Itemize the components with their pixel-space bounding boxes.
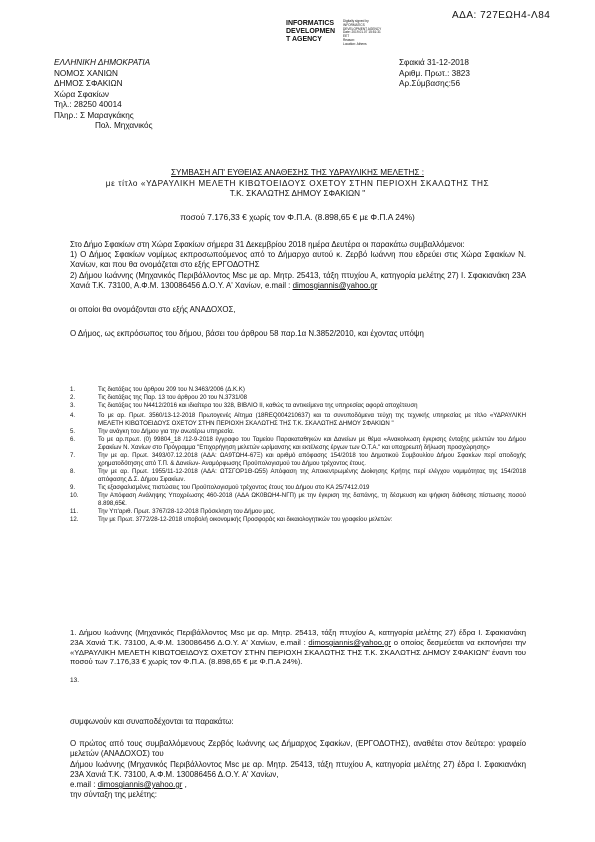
contractor-naming: οι οποίοι θα ονομάζονται στο εξής ΑΝΑΔΟΧΟΣ, bbox=[70, 305, 236, 315]
signature-details bbox=[343, 20, 383, 47]
item-number: 4. bbox=[70, 412, 76, 419]
ada-code: ΑΔΑ: 727ΕΩΗ4-Λ84 bbox=[452, 10, 551, 21]
sig-line: INFORMATICS bbox=[343, 22, 365, 27]
item-text: Την ανάγκη του Δήμου για την ανωτέρω υπηρεσία. bbox=[98, 428, 235, 435]
list-item bbox=[70, 386, 526, 394]
sig-line: Digitally signed by bbox=[343, 19, 369, 23]
list-item bbox=[70, 516, 526, 524]
protocol-number: Αριθμ. Πρωτ.: 3823 bbox=[399, 68, 470, 78]
item-text: Την Απόφαση Ανάληψης Υποχρέωσης 460-2018 (ΑΔΑ ΩΚ0ΒΩΗ4-ΝΓΠ) με την έγκριση της δαπάνης, τη δέσμευση και ψήφιση διάθεσης πίστωσης ποσού 8.898,65€. bbox=[98, 492, 526, 507]
logo-line: INFORMATICS bbox=[286, 20, 335, 27]
item-text: Τις διατάξεις του Ν4412/2016 και ιδιαίτερα του 328, ΒΙΒΛΙΟ ΙΙ, καθώς τα αντικείμενα της υπηρεσίας αφορά αποχέτευση bbox=[98, 402, 418, 409]
item-number: 2. bbox=[70, 394, 76, 401]
list-item bbox=[70, 452, 526, 468]
closing-section bbox=[70, 717, 526, 800]
sig-line: Reason: bbox=[343, 37, 355, 42]
title-line-3: Τ.Κ. ΣΚΑΛΩΤΗΣ ΔΗΜΟΥ ΣΦΑΚΙΩΝ " bbox=[229, 189, 366, 198]
item-number: 1. bbox=[70, 386, 76, 393]
title-line-1: ΣΥΜΒΑΣΗ ΑΠ' ΕΥΘΕΙΑΣ ΑΝΑΘΕΣΗΣ ΤΗΣ ΥΔΡΑΥΛΙΚΗΣ ΜΕΛΕΤΗΣ : bbox=[170, 168, 424, 177]
offer-text-rest: ο οποίος δεσμεύεται να εκπονήσει την «ΥΔΡΑΥΛΙΚΗ ΜΕΛΕΤΗ ΚΙΒΩΤΟΕΙΔΟΥΣ ΟΧΕΤΟΥ ΣΤΗΝ ΠΕΡΙΟΧΗ ΣΚΑΛΩΤΗΣ ΤΗΣ Τ.Κ. ΣΚΑΛΩΤΗΣ ΔΗΜΟΥ ΣΦΑΚΙΩΝ" έναντι του ποσού των 7.176,33 € χωρίς τον Φ.Π.Α. (8.898,65 € με Φ.Π.Α 24%). bbox=[70, 637, 526, 667]
item-number: 8. bbox=[70, 468, 76, 475]
item-number: 5. bbox=[70, 428, 76, 435]
contractor-offer bbox=[70, 628, 526, 667]
email-link[interactable]: dimosgiannis@yahoo.gr bbox=[292, 280, 378, 290]
contact-person: Πληρ.: Σ Μαραγκάκης bbox=[54, 110, 134, 120]
item-text: Τις διατάξεις του άρθρου 209 του Ν.3463/2006 (Δ.Κ.Κ) bbox=[98, 386, 245, 393]
item-number: 9. bbox=[70, 484, 76, 491]
agreement-statement: συμφωνούν και συναποδέχονται τα παρακάτω: bbox=[70, 717, 234, 726]
contractor-email-line bbox=[70, 780, 526, 790]
study-drafting: την σύνταξη της μελέτης: bbox=[70, 790, 157, 800]
phone: Τηλ.: 28250 40014 bbox=[54, 100, 122, 109]
item-text: Τις διατάξεις της Παρ. 13 του άρθρου 20 του Ν.3731/08 bbox=[98, 394, 248, 401]
header-right bbox=[399, 58, 470, 90]
item-text: Την με αρ. Πρωτ. 1955/11-12-2018 (ΑΔΑ: ΩΤΣΓΟΡ1Θ-Ω55) Απόφαση της Αποκεντρωμένης Διοίκησης Κρήτης περί ελέγχου νομιμότητας της 154/2018 απόφασης Δ.Σ. Δήμου Σφακίων. bbox=[98, 468, 526, 483]
signature-stamp bbox=[286, 19, 382, 52]
email-link[interactable]: dimosgiannis@yahoo.gr bbox=[308, 637, 391, 647]
email-link[interactable]: dimosgiannis@yahoo.gr bbox=[97, 780, 183, 790]
offer-text: 1. Δήμου Ιωάννης (Μηχανικός Περιβάλλοντος Msc με αρ. Μητρ. 25413, τάξη πτυχίου Α, κατηγορία μελέτης 27) έδρα Ι. Σφακιανάκη 23Α Χανιά Τ.Κ. 73100, Α.Φ.Μ. 130086456 Δ.Ο.Υ. Α' Χανίων, e.mail : bbox=[70, 628, 526, 647]
republic-name: ΕΛΛΗΝΙΚΗ ΔΗΜΟΚΡΑΤΙΑ bbox=[54, 58, 151, 67]
logo-line: DEVELOPMEN bbox=[286, 28, 336, 35]
item-text: Το με αρ. Πρωτ. 3560/13-12-2018 Πρωτογενές Αίτημα (18REQ004210637) και τα συνυποδόμενα τεύχη της τεχνικής υπηρεσίας με τίτλο «ΥΔΡΑΥΛΙΚΗ ΜΕΛΕΤΗ ΚΙΒΩΤΟΕΙΔΟΥΣ ΟΧΕΤΟΥ ΣΤΗΝ ΠΕΡΙΟΧΗ ΣΚΑΛΩΤΗΣ ΤΗΣ Τ.Κ. ΣΚΑΛΩΤΗΣ ΔΗΜΟΥ ΣΦΑΚΙΩΝ " bbox=[98, 412, 526, 427]
list-item bbox=[70, 508, 526, 516]
municipality: ΔΗΜΟΣ ΣΦΑΚΙΩΝ bbox=[54, 79, 123, 88]
date: Σφακιά 31-12-2018 bbox=[399, 58, 469, 67]
item-number: 7. bbox=[70, 452, 76, 459]
header-left bbox=[54, 58, 153, 132]
legal-basis: Ο Δήμος, ως εκπρόσωπος του δήμου, βάσει του άρθρου 58 παρ.1α Ν.3852/2010, και έχοντας υπόψη bbox=[70, 329, 424, 339]
list-item bbox=[70, 402, 526, 410]
sig-line: DEVELOPMENT AGENCY bbox=[343, 26, 382, 31]
contract-title bbox=[0, 168, 595, 200]
list-item bbox=[70, 428, 526, 436]
list-item bbox=[70, 492, 526, 508]
contract-amount: ποσού 7.176,33 € χωρίς τον Φ.Π.Α. (8.898,65 € με Φ.Π.Α 24%) bbox=[180, 212, 415, 222]
contact-role: Πολ. Μηχανικός bbox=[95, 121, 153, 130]
sig-line: Date: 2019.01.07 15:51:31 bbox=[343, 30, 381, 35]
item-text: Το με αρ.πρωτ. (0) 99804_18 /12-9-2018 έγγραφο του Ταμείου Παρακαταθηκών και Δανείων με θέμα «Ανακοίνωση έγκρισης ένταξης μελετών του Δήμου Σφακίων Ν. Χανίων στο Πρόγραμμα "Επιχορήγηση μελετών ωρίμανσης και εκτέλεσης έργων των Ο.Τ.Α." και υποχρεωτή δήλωση προσχώρησης» bbox=[98, 436, 526, 451]
party-one: 1) Ο Δήμος Σφακίων νομίμως εκπροσωπούμενος από το Δήμαρχο αυτού κ. Ζερβό Ιωάννη που εδρεύει στις Χώρα Σφακίων Ν. Χανίων, και που θα ονομάζεται στο εξής ΕΡΓΟΔΟΤΗΣ bbox=[70, 250, 526, 270]
prefecture: ΝΟΜΟΣ ΧΑΝΙΩΝ bbox=[54, 68, 118, 78]
item-text: Τις εξασφαλισμένες πιστώσεις του Προϋπολογισμού τρέχοντος έτους του Δήμου στο ΚΑ 25/7412.019 bbox=[98, 484, 370, 491]
logo-line: T AGENCY bbox=[286, 36, 322, 43]
item-text: Την Υπ'αριθ. Πρωτ. 3767/28-12-2018 Πρόσκληση του Δήμου μας. bbox=[98, 508, 276, 515]
email-label: e.mail : bbox=[70, 780, 98, 790]
list-item bbox=[70, 436, 526, 452]
sig-line: EET bbox=[343, 34, 350, 39]
title-line-2: με τίτλο «ΥΔΡΑΥΛΙΚΗ ΜΕΛΕΤΗ ΚΙΒΩΤΟΕΙΔΟΥΣ ΟΧΕΤΟΥ ΣΤΗΝ ΠΕΡΙΟΧΗ ΣΚΑΛΩΤΗΣ ΤΗΣ bbox=[105, 178, 490, 188]
email-suffix: , bbox=[182, 780, 187, 790]
item-text: Την με αρ. Πρωτ. 3493/07.12.2018 (ΑΔΑ: ΩΑ9ΤΩΗ4-67Ξ) και αριθμό απόφασης 154/2018 του Δημοτικού Συμβουλίου Δήμου Σφακίων περί αποδοχής χρηματοδότησης από Τ.Π. & Δανείων- Αναμόρφωσης Προϋπολογισμού του Δήμου τρέχοντος έτους. bbox=[98, 452, 526, 467]
intro-paragraph: Στο Δήμο Σφακίων στη Χώρα Σφακίων σήμερα 31 Δεκεμβρίου 2018 ημέρα Δευτέρα οι παρακάτω συμβαλλόμενοι: bbox=[70, 240, 465, 249]
item-13: 13. bbox=[70, 677, 80, 684]
list-item bbox=[70, 412, 526, 428]
sig-line: Location: Athens bbox=[343, 41, 367, 46]
item-number: 6. bbox=[70, 436, 76, 443]
offer-paragraph bbox=[70, 628, 526, 667]
list-item bbox=[70, 394, 526, 402]
item-number: 11. bbox=[70, 508, 79, 515]
assignment-paragraph: Ο πρώτος από τους συμβαλλόμενους Ζερβός Ιωάννης ως Δήμαρχος Σφακίων, (ΕΡΓΟΔΟΤΗΣ), αναθέτει στον δεύτερο: γραφείο μελετών (ΑΝΑΔΟΧΟΣ) του bbox=[70, 739, 526, 759]
party-two bbox=[70, 271, 526, 291]
contractor-details: Δήμου Ιωάννης (Μηχανικός Περιβάλλοντος Msc με αρ. Μητρ. 25413, τάξη πτυχίου Α, κατηγορία μελέτης 27) έδρα Ι. Σφακιανάκη 23Α Χανιά Τ.Κ. 73100, Α.Φ.Μ. 130086456 Δ.Ο.Υ. Α' Χανίων, bbox=[70, 759, 526, 779]
contract-number: Αρ.Σύμβασης:56 bbox=[399, 79, 461, 88]
item-number: 3. bbox=[70, 402, 76, 409]
item-text: Την με Πρωτ. 3772/28-12-2018 υποβολή οικονομικής Προσφοράς και δικαιολογητικών του γραφείου μελετών: bbox=[98, 516, 393, 523]
intro-section bbox=[70, 240, 526, 339]
considerations-list bbox=[70, 386, 526, 524]
item-number: 10. bbox=[70, 492, 79, 499]
address: Χώρα Σφακίων bbox=[54, 89, 110, 99]
party-two-text: 2) Δήμου Ιωάννης (Μηχανικός Περιβάλλοντος Msc με αρ. Μητρ. 25413, τάξη πτυχίου Α, κατηγορία μελέτης 27) Ι. Σφακιανάκη 23Α Χανιά Τ.Κ. 73100, Α.Φ.Μ. 130086456 Δ.Ο.Υ. Α' Χανίων, e.mail : bbox=[70, 270, 526, 290]
list-item bbox=[70, 484, 526, 492]
item-number: 12. bbox=[70, 516, 79, 523]
list-item bbox=[70, 468, 526, 484]
